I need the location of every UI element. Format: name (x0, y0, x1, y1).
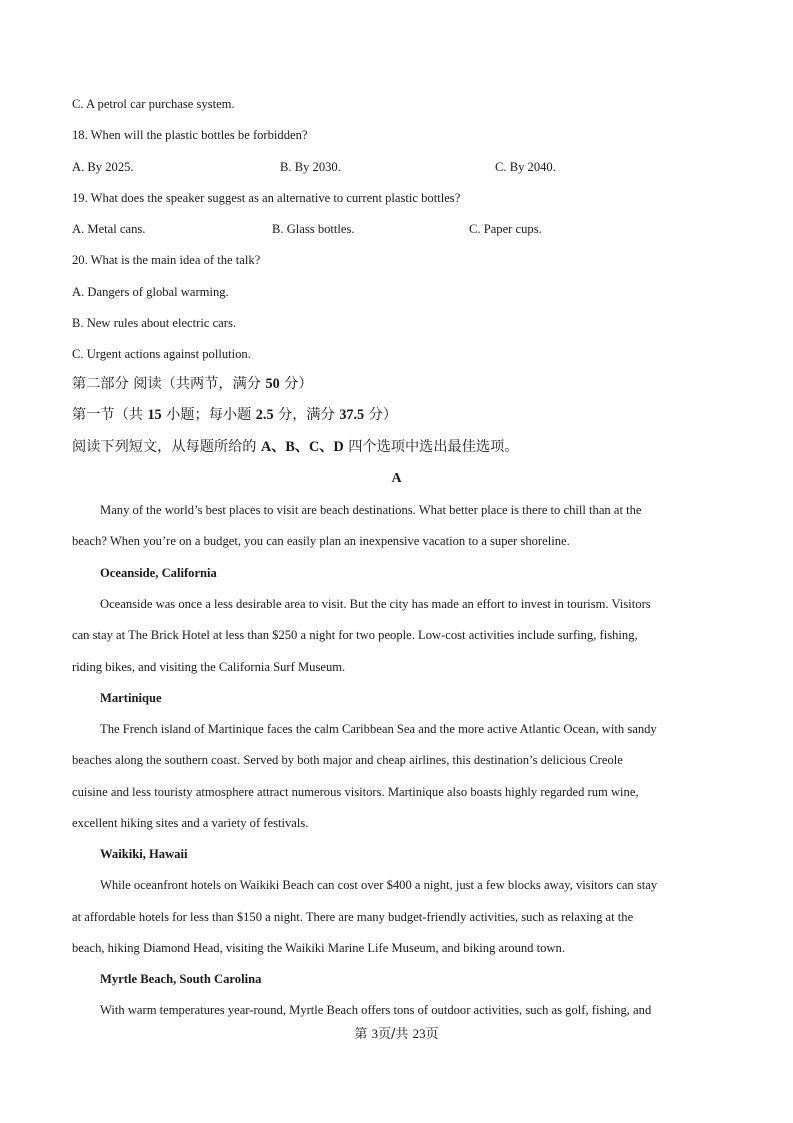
paragraph-line: Oceanside was once a less desirable area to visit. But the city has made an effort to invest in tourism. Visitors (100, 597, 651, 611)
paragraph-line: beach, hiking Diamond Head, visiting the Waikiki Marine Life Museum, and biking around town. (72, 941, 565, 955)
section1-title: 第一节（共 15 小题；每小题 2.5 分，满分 37.5 分） (72, 407, 398, 423)
paragraph-line: cuisine and less touristy atmosphere attract numerous visitors. Martinique also boasts highly regarded rum wine, (72, 785, 639, 799)
paragraph-line: excellent hiking sites and a variety of festivals. (72, 816, 309, 830)
section-heading-oceanside: Oceanside, California (100, 566, 217, 580)
q20-option-b: B. New rules about electric cars. (72, 316, 237, 330)
passage-intro-line: Many of the world’s best places to visit are beach destinations. What better place is there to chill than at the (100, 503, 642, 517)
q19-option-a: A. Metal cans. (72, 222, 146, 236)
q18-question: 18. When will the plastic bottles be forbidden? (72, 128, 308, 142)
q19-option-b: B. Glass bottles. (272, 222, 355, 236)
section-heading-waikiki: Waikiki, Hawaii (100, 847, 188, 861)
paragraph-line: While oceanfront hotels on Waikiki Beach can cost over $400 a night, just a few blocks away, visitors can stay (100, 878, 658, 892)
q17-option-c: C. A petrol car purchase system. (72, 97, 235, 111)
q20-option-c: C. Urgent actions against pollution. (72, 347, 251, 361)
q20-option-a: A. Dangers of global warming. (72, 285, 229, 299)
q18-option-a: A. By 2025. (72, 160, 134, 174)
q18-option-c: C. By 2040. (495, 160, 556, 174)
passage-letter: A (391, 471, 402, 486)
reading-instruction: 阅读下列短文，从每题所给的 A、B、C、D 四个选项中选出最佳选项。 (72, 439, 519, 455)
paragraph-line: With warm temperatures year-round, Myrtle Beach offers tons of outdoor activities, such as golf, fishing, and (100, 1003, 652, 1017)
section-heading-martinique: Martinique (100, 691, 162, 705)
q19-question: 19. What does the speaker suggest as an alternative to current plastic bottles? (72, 191, 461, 205)
passage-intro-line: beach? When you’re on a budget, you can easily plan an inexpensive vacation to a super shoreline. (72, 534, 570, 548)
q18-option-b: B. By 2030. (280, 160, 341, 174)
paragraph-line: beaches along the southern coast. Served by both major and cheap airlines, this destination’s delicious Creole (72, 753, 623, 767)
q19-option-c: C. Paper cups. (469, 222, 542, 236)
paragraph-line: The French island of Martinique faces the calm Caribbean Sea and the more active Atlantic Ocean, with sandy (100, 722, 657, 736)
paragraph-line: at affordable hotels for less than $150 a night. There are many budget-friendly activities, such as relaxing at the (72, 910, 634, 924)
paragraph-line: riding bikes, and visiting the California Surf Museum. (72, 660, 346, 674)
section-heading-myrtle-beach: Myrtle Beach, South Carolina (100, 972, 262, 986)
page-footer: 第 3页/共 23页 (354, 1026, 439, 1042)
part2-title: 第二部分 阅读（共两节，满分 50 分） (72, 376, 313, 392)
q20-question: 20. What is the main idea of the talk? (72, 253, 261, 267)
paragraph-line: can stay at The Brick Hotel at less than $250 a night for two people. Low-cost activities include surfing, fishing, (72, 628, 638, 642)
